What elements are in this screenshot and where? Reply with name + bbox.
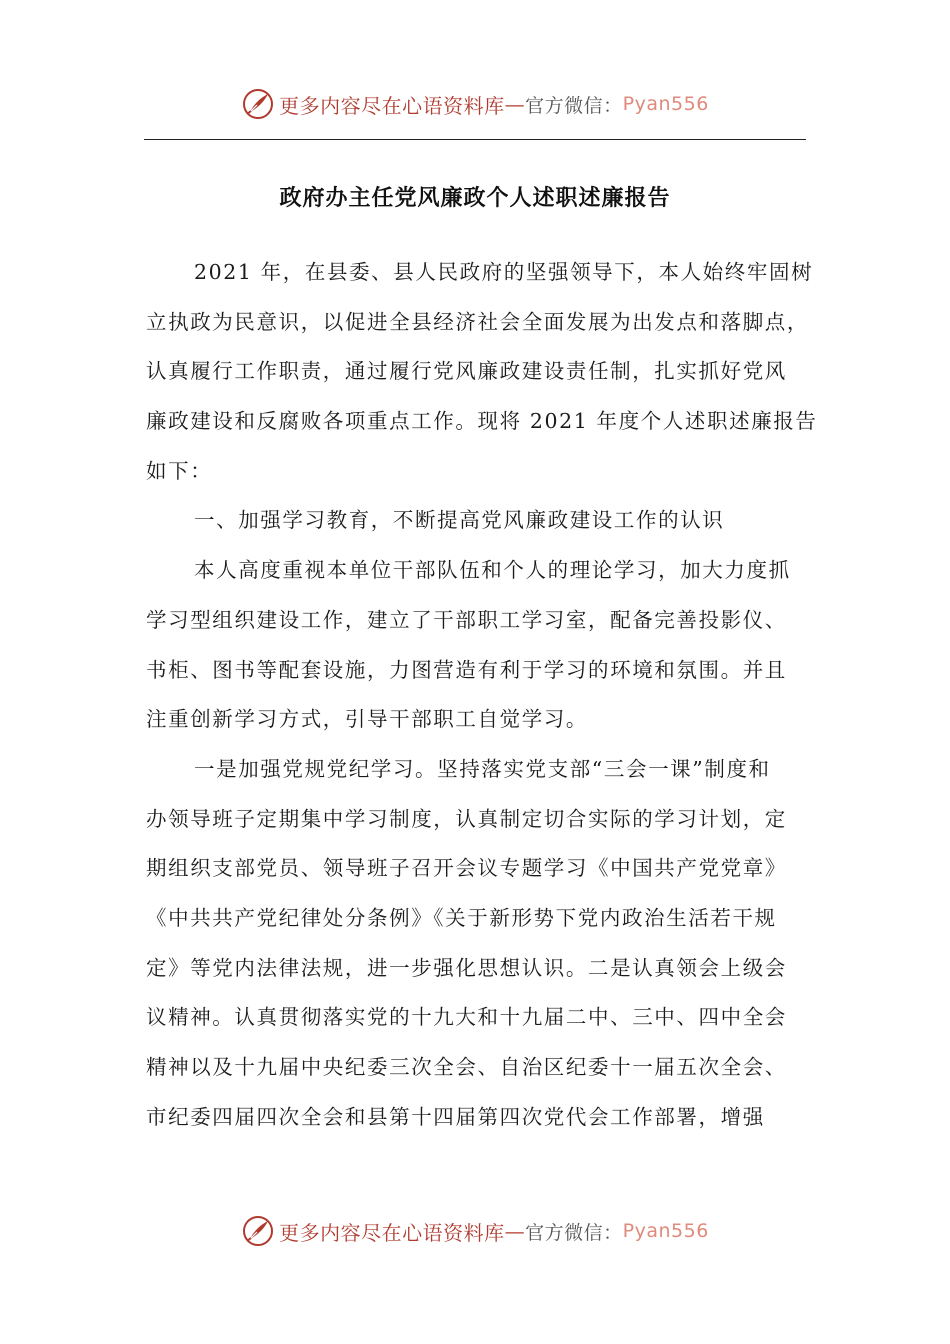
header-banner <box>0 84 950 124</box>
banner-wechat-label: 官方微信： <box>525 1221 623 1244</box>
body-line: 廉政建设和反腐败各项重点工作。现将 2021 年度个人述职述廉报告 <box>146 409 818 434</box>
quill-logo-icon <box>241 87 275 121</box>
footer-banner <box>0 1211 950 1251</box>
banner-wechat-label: 官方微信： <box>525 94 623 117</box>
body-line: 《中共共产党纪律处分条例》《关于新形势下党内政治生活若干规 <box>146 905 777 930</box>
body-line: 如下： <box>146 458 213 483</box>
banner-dash: — <box>504 1219 526 1243</box>
body-line: 书柜、图书等配套设施，力图营造有利于学习的环境和氛围。并且 <box>146 657 787 682</box>
body-line: 2021 年，在县委、县人民政府的坚强领导下，本人始终牢固树 <box>194 260 814 284</box>
header-divider <box>144 139 806 140</box>
body-line: 精神以及十九届中央纪委三次全会、自治区纪委十一届五次全会、 <box>146 1055 787 1079</box>
banner-text: 更多内容尽在心语资料库 <box>279 1220 505 1245</box>
body-line: 办领导班子定期集中学习制度，认真制定切合实际的学习计划，定 <box>146 806 787 831</box>
banner-dash: — <box>504 92 526 116</box>
document-body <box>146 248 818 1142</box>
body-line: 立执政为民意识，以促进全县经济社会全面发展为出发点和落脚点， <box>146 309 809 334</box>
banner-text: 更多内容尽在心语资料库 <box>279 93 505 118</box>
banner-wechat-id: Pyan556 <box>622 1220 709 1242</box>
section-heading: 一、加强学习教育，不断提高党风廉政建设工作的认识 <box>194 508 725 533</box>
body-line: 市纪委四届四次全会和县第十四届第四次党代会工作部署，增强 <box>146 1104 765 1129</box>
body-line: 一是加强党规党纪学习。坚持落实党支部“三会一课”制度和 <box>194 756 771 781</box>
body-line: 定》等党内法律法规，进一步强化思想认识。二是认真领会上级会 <box>146 955 787 980</box>
document-title: 政府办主任党风廉政个人述职述廉报告 <box>279 185 671 211</box>
body-line: 学习型组织建设工作，建立了干部职工学习室，配备完善投影仪、 <box>146 607 787 632</box>
banner-wechat-id: Pyan556 <box>622 93 709 115</box>
body-line: 议精神。认真贯彻落实党的十九大和十九届二中、三中、四中全会 <box>146 1005 787 1030</box>
quill-logo-icon <box>241 1214 275 1248</box>
body-line: 本人高度重视本单位干部队伍和个人的理论学习，加大力度抓 <box>194 558 791 583</box>
body-line: 认真履行工作职责，通过履行党风廉政建设责任制，扎实抓好党风 <box>146 359 787 384</box>
body-line: 期组织支部党员、领导班子召开会议专题学习《中国共产党党章》 <box>146 856 787 881</box>
body-line: 注重创新学习方式，引导干部职工自觉学习。 <box>146 707 588 732</box>
